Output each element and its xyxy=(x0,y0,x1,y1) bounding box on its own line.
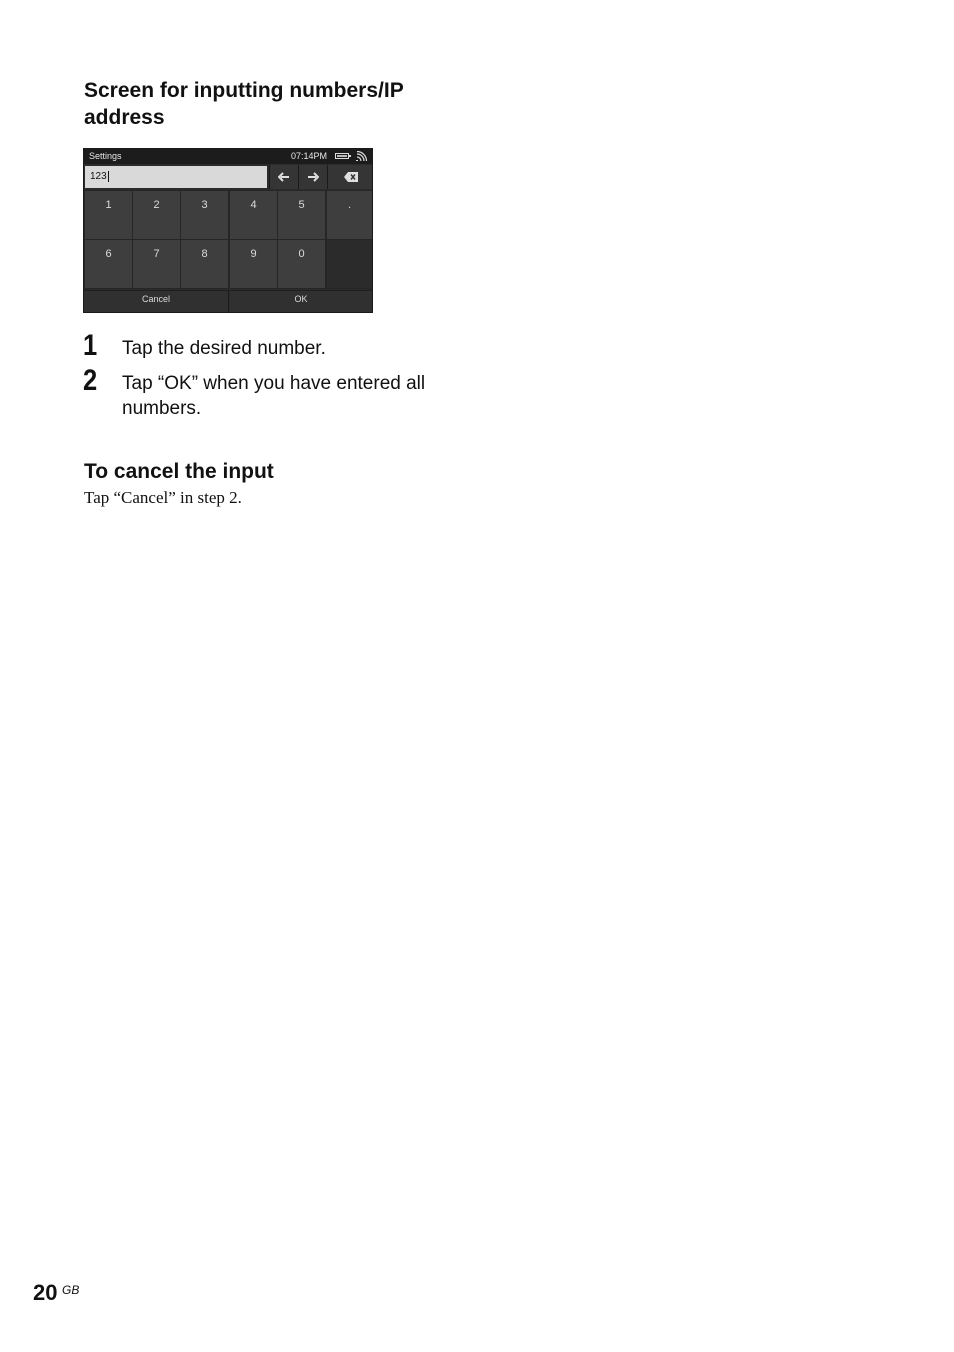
key-5[interactable]: 5 xyxy=(277,190,326,240)
page-region-code: GB xyxy=(62,1283,80,1297)
arrow-left-icon xyxy=(278,172,290,182)
key-1[interactable]: 1 xyxy=(84,190,133,240)
battery-icon xyxy=(335,153,349,159)
status-title: Settings xyxy=(89,151,122,161)
key-6[interactable]: 6 xyxy=(84,239,133,289)
wireless-signal-icon xyxy=(356,151,368,162)
status-time: 07:14PM xyxy=(291,151,328,161)
device-screen xyxy=(83,148,373,313)
cursor-right-button[interactable] xyxy=(298,165,327,189)
key-0[interactable]: 0 xyxy=(277,239,326,289)
text-cursor xyxy=(108,171,109,182)
cancel-instruction: Tap “Cancel” in step 2. xyxy=(84,488,242,507)
backspace-icon xyxy=(344,172,358,182)
step-number: 1 xyxy=(83,329,98,362)
status-bar xyxy=(84,149,372,164)
number-input-field[interactable] xyxy=(85,166,267,188)
cancel-heading: To cancel the input xyxy=(84,460,274,483)
key-dot[interactable]: . xyxy=(326,190,373,240)
input-value: 123 xyxy=(90,171,107,182)
page-number: 20 xyxy=(33,1280,58,1305)
key-blank xyxy=(326,239,373,289)
cursor-left-button[interactable] xyxy=(269,165,298,189)
key-4[interactable]: 4 xyxy=(229,190,278,240)
step-text: Tap “OK” when you have entered all numbers. xyxy=(122,373,426,419)
key-3[interactable]: 3 xyxy=(180,190,229,240)
ok-button[interactable]: OK xyxy=(230,290,372,313)
key-9[interactable]: 9 xyxy=(229,239,278,289)
cancel-button[interactable]: Cancel xyxy=(84,290,229,313)
delete-button[interactable] xyxy=(327,165,373,189)
arrow-right-icon xyxy=(307,172,319,182)
step-text: Tap the desired number. xyxy=(122,338,326,359)
key-7[interactable]: 7 xyxy=(132,239,181,289)
section-heading: Screen for inputting numbers/IP address xyxy=(84,79,404,129)
key-2[interactable]: 2 xyxy=(132,190,181,240)
key-8[interactable]: 8 xyxy=(180,239,229,289)
step-number: 2 xyxy=(83,364,98,397)
